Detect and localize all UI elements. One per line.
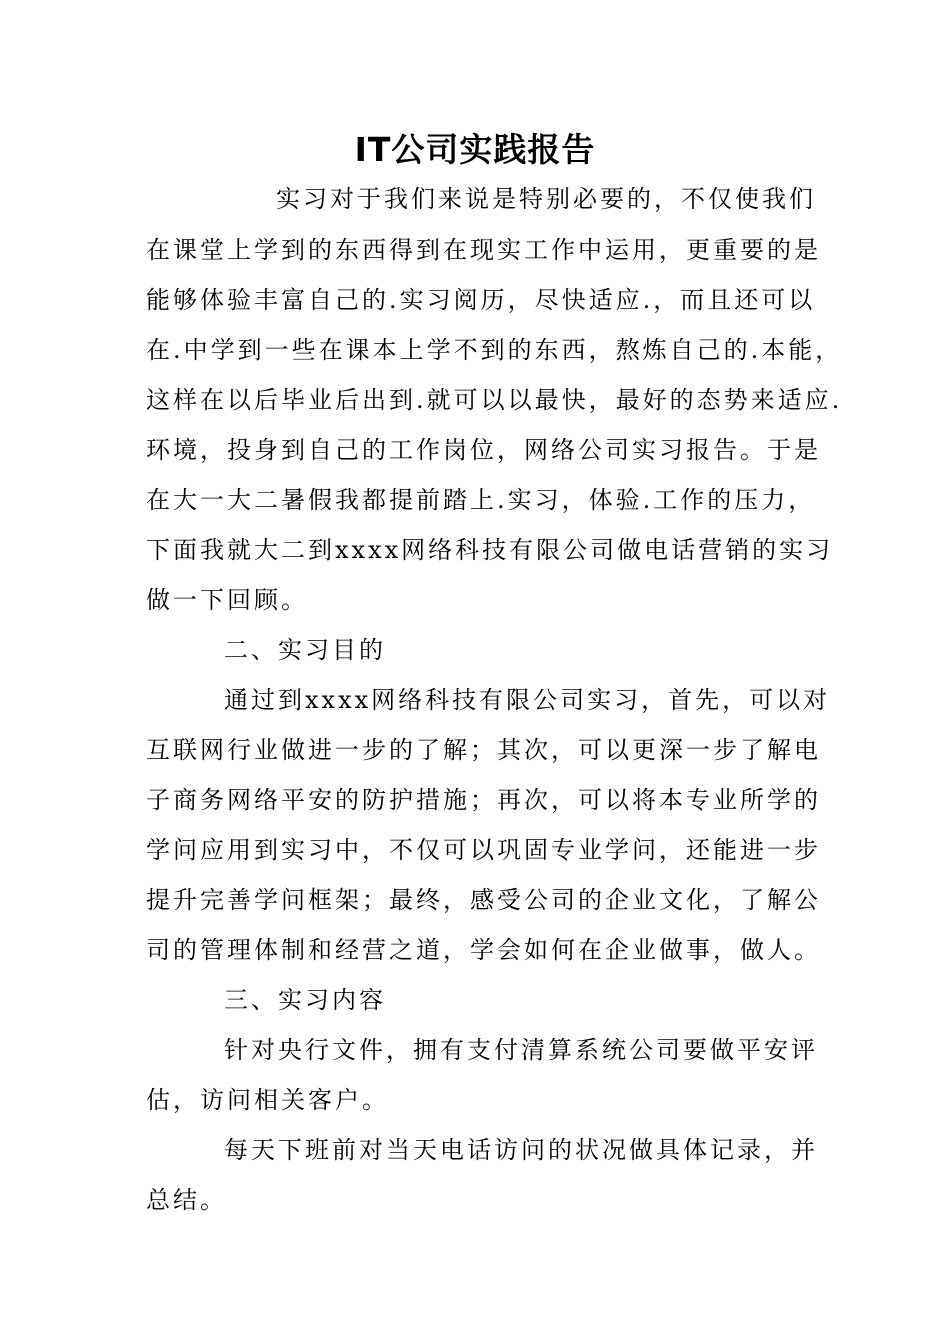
paragraph-line: 在.中学到一些在课本上学不到的东西，熬炼自己的.本能，	[146, 336, 843, 364]
document-title: IT公司实践报告	[354, 130, 596, 169]
paragraph-line: 总结。	[146, 1186, 227, 1214]
paragraph-line: 下面我就大二到xxxx网络科技有限公司做电话营销的实习	[146, 536, 834, 564]
paragraph-line: 互联网行业做进一步的了解；其次，可以更深一步了解电	[146, 736, 821, 764]
paragraph-line: 学问应用到实习中，不仅可以巩固专业学问，还能进一步	[146, 836, 821, 864]
paragraph-line: 这样在以后毕业后出到.就可以以最快，最好的态势来适应.	[146, 386, 843, 414]
section-heading: 二、实习目的	[224, 636, 386, 664]
paragraph-line: 每天下班前对当天电话访问的状况做具体记录，并	[224, 1136, 818, 1164]
paragraph-line: 通过到xxxx网络科技有限公司实习，首先，可以对	[224, 686, 831, 714]
paragraph-line: 提升完善学问框架；最终，感受公司的企业文化，了解公	[146, 886, 821, 914]
section-heading: 三、实习内容	[224, 986, 386, 1014]
paragraph-line: 司的管理体制和经营之道，学会如何在企业做事，做人。	[146, 936, 821, 964]
paragraph-line: 环境，投身到自己的工作岗位，网络公司实习报告。于是	[146, 436, 821, 464]
paragraph-line: 在课堂上学到的东西得到在现实工作中运用，更重要的是	[146, 236, 821, 264]
paragraph-line: 在大一大二暑假我都提前踏上.实习，体验.工作的压力，	[146, 486, 816, 514]
paragraph-line: 实习对于我们来说是特别必要的，不仅使我们	[276, 185, 816, 213]
paragraph-line: 针对央行文件，拥有支付清算系统公司要做平安评	[224, 1036, 818, 1064]
paragraph-line: 子商务网络平安的防护措施；再次，可以将本专业所学的	[146, 786, 821, 814]
paragraph-line: 能够体验丰富自己的.实习阅历，尽快适应.，而且还可以	[146, 286, 816, 314]
paragraph-line: 估，访问相关客户。	[146, 1086, 389, 1114]
paragraph-line: 做一下回顾。	[146, 586, 308, 614]
